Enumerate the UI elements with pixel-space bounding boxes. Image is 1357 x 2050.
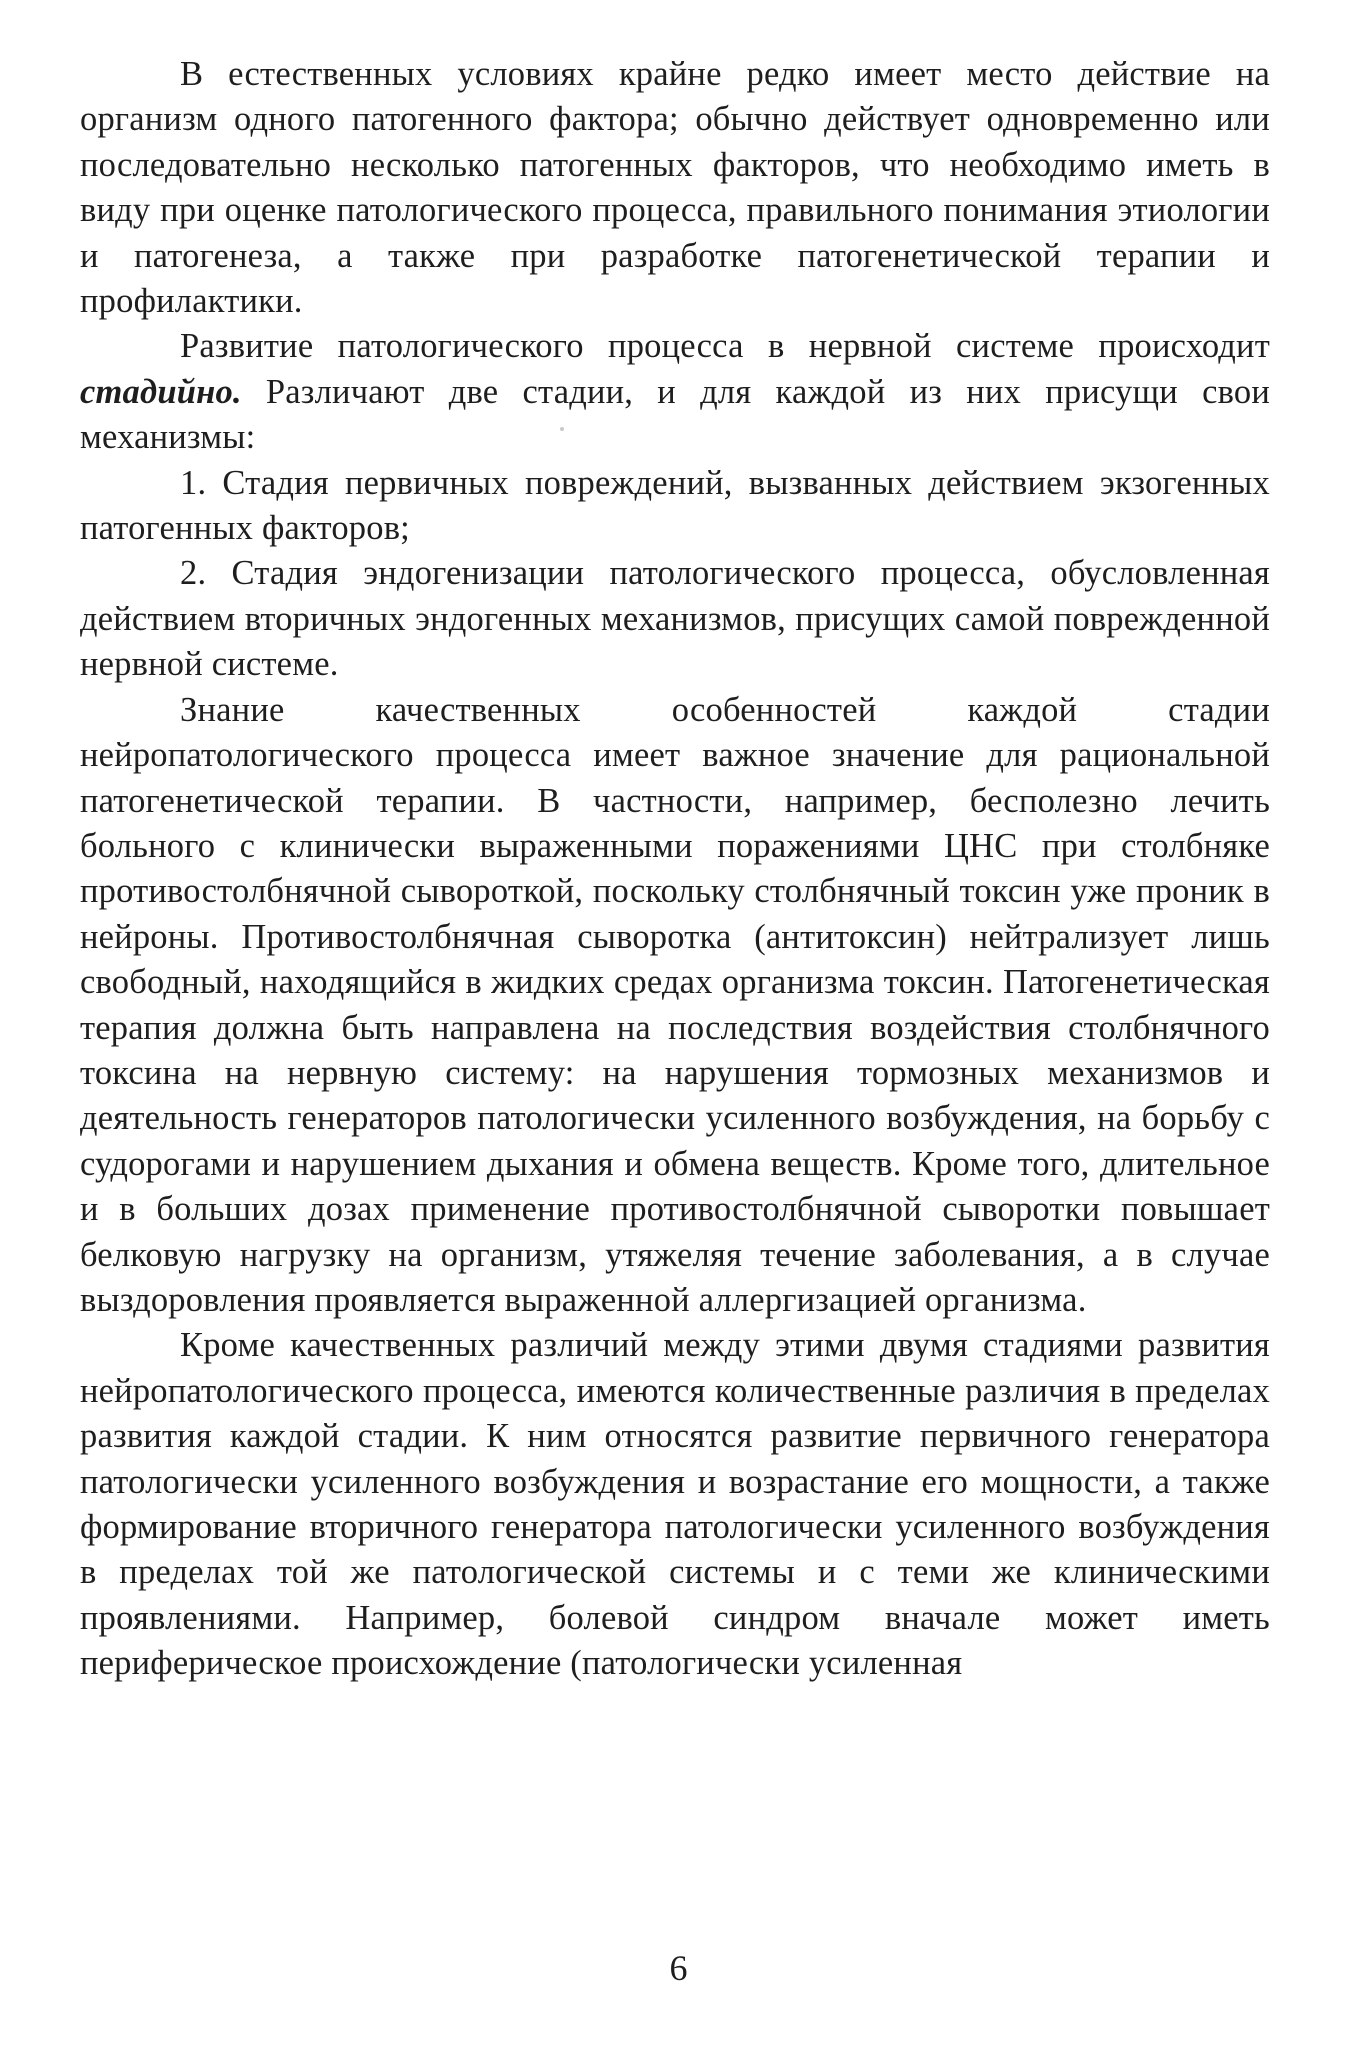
list-item-stage-2: 2. Стадия эндогенизации патологического процесса, обусловленная действием вторичных эндогенных механизмов, присущих самой поврежденной нервной системе. bbox=[80, 554, 1270, 684]
page-number: 6 bbox=[669, 1948, 688, 1988]
emphasis-staged: стадийно. bbox=[80, 372, 242, 411]
paragraph-stages-intro bbox=[80, 324, 1270, 460]
paragraph-pathogenic-factors: В естественных условиях крайне редко имеет место действие на организм одного патогенного фактора; обычно действует одновременно или последовательно несколько патогенных факторов, что необходимо иметь в виду при оценке патологического процесса, правильного понимания этиологии и патогенеза, а также при разработке патогенетической терапии и профилактики. bbox=[80, 55, 1270, 321]
paragraph-tetanus-example: Знание качественных особенностей каждой стадии нейропатологического процесса имеет важное значение для рациональной патогенетической терапии. В частности, например, бесполезно лечить больного с клинически выраженными поражениями ЦНС при столбняке противостолбнячной сывороткой, поскольку столбнячный токсин уже проник в нейроны. Противостолбнячная сыворотка (антитоксин) нейтрализует лишь свободный, находящийся в жидких средах организма токсин. Патогенетическая терапия должна быть направлена на последствия воздействия столбнячного токсина на нервную систему: на нарушения тормозных механизмов и деятельность генераторов патологически усиленного возбуждения, на борьбу с судорогами и нарушением дыхания и обмена веществ. Кроме того, длительное и в больших дозах применение противостолбнячной сыворотки повышает белковую нагрузку на организм, утяжеляя течение заболевания, а в случае выздоровления проявляется выраженной аллергизацией организма. bbox=[80, 690, 1270, 1319]
list-item-stage-1: 1. Стадия первичных повреждений, вызванных действием экзогенных патогенных факторов; bbox=[80, 463, 1270, 548]
paragraph-quantitative-differences: Кроме качественных различий между этими двумя стадиями развития нейропатологического процесса, имеются количественные различия в пределах развития каждой стадии. К ним относятся развитие первичного генератора патологически усиленного возбуждения и возрастание его мощности, а также формирование вторичного генератора патологически усиленного возбуждения в пределах той же патологической системы и с теми же клиническими проявлениями. Например, болевой синдром вначале может иметь периферическое происхождение (патологически усиленная bbox=[80, 1326, 1270, 1683]
paragraph-stages-intro-start: Развитие патологического процесса в нервной системе происходит bbox=[180, 327, 1270, 366]
paragraph-stages-intro-end: Различают две стадии, и для каждой из них присущи свои механизмы: bbox=[80, 372, 1270, 457]
body-text bbox=[80, 52, 1270, 1687]
